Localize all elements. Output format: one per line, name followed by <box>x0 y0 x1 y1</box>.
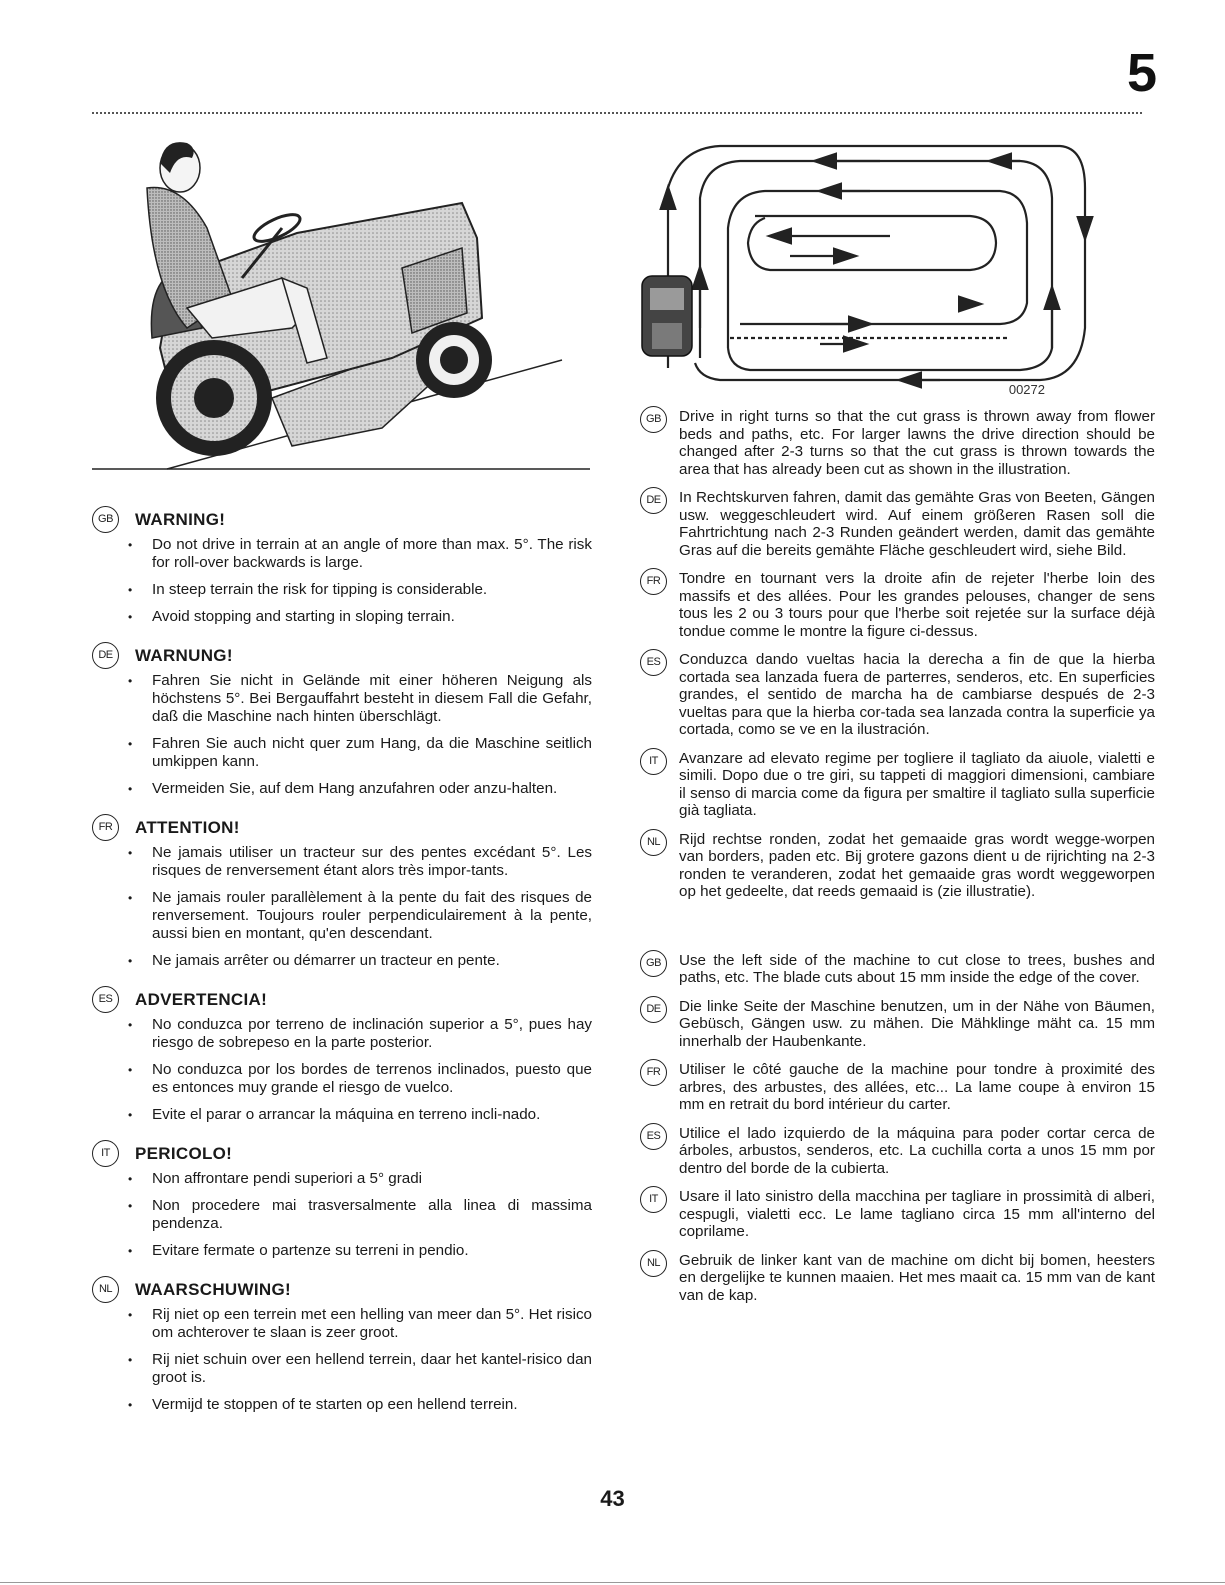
mowing-direction-instructions <box>640 408 1155 901</box>
warning-list-es <box>92 1016 592 1124</box>
paragraph-text: Avanzare ad elevato regime per togliere il tagliato da aiuole, vialetti e simili. Dopo due o tre giri, su tappeti di maggiori dimensioni, cambiare il senso di marcia come da figura per smaltire il tagliato sulla superficie già tagliata. <box>679 749 1155 819</box>
warning-item: • Evite el parar o arrancar la máquina en terreno incli-nado. <box>128 1106 592 1124</box>
warning-block-fr <box>92 814 592 970</box>
warning-item: • Rij niet op een terrein met een helling van meer dan 5°. Het risico om achterover te slaan is zeer groot. <box>128 1306 592 1342</box>
language-badge-gb: GB <box>640 950 667 977</box>
language-badge-it: IT <box>640 1186 667 1213</box>
warning-block-nl <box>92 1276 592 1414</box>
language-badge-nl: NL <box>640 1250 667 1277</box>
warning-item: • Evitare fermate o partenze su terreni in pendio. <box>128 1242 592 1260</box>
paragraph-text: Utilice el lado izquierdo de la máquina para poder cortar cerca de árboles, arbustos, senderos, etc. La cuchilla corta a unos 15 mm por dentro del borde de la cubierta. <box>679 1124 1155 1177</box>
warning-list-de <box>92 672 592 798</box>
warning-item: • Do not drive in terrain at an angle of more than max. 5°. The risk for roll-over backwards is large. <box>128 536 592 572</box>
warning-title-fr: ATTENTION! <box>135 817 240 837</box>
warning-title-de: WARNUNG! <box>135 645 233 665</box>
chapter-number: 5 <box>1126 43 1157 103</box>
warning-list-nl <box>92 1306 592 1414</box>
paragraph-text: Die linke Seite der Maschine benutzen, um in der Nähe von Bäumen, Gebüsch, Gängen usw. zu mähen. Die Mähklinge mäht ca. 15 mm innerhalb der Haubenkante. <box>679 997 1155 1050</box>
tractor-on-slope-image <box>92 128 592 478</box>
warning-title-gb: WARNING! <box>135 509 226 529</box>
warning-item: • Ne jamais arrêter ou démarrer un tracteur en pente. <box>128 952 592 970</box>
paragraph-gb <box>640 952 1155 987</box>
mowing-pattern-illustration <box>640 128 1155 408</box>
paragraph-text: Gebruik de linker kant van de machine om dicht bij bomen, heesters en dergelijke te kunnen maaien. Het mes maait ca. 15 mm van de kant van de kap. <box>679 1251 1155 1304</box>
right-column <box>640 128 1155 1315</box>
warning-item: • In steep terrain the risk for tipping is considerable. <box>128 581 592 599</box>
left-column <box>92 128 592 1430</box>
paragraph-text: Tondre en tournant vers la droite afin de rejeter l'herbe loin des massifs et des allées. Pour les grandes pelouses, changer de sens tous les 2 ou 3 tours pour que l'herbe soit rejetée sur la surface déjà tondue comme le montre la figure ci-dessus. <box>679 570 1155 640</box>
warning-title-nl: WAARSCHUWING! <box>135 1279 291 1299</box>
warning-item: • Vermeiden Sie, auf dem Hang anzufahren oder anzu-halten. <box>128 780 592 798</box>
header-rule <box>92 112 1142 114</box>
paragraph-de <box>640 998 1155 1051</box>
paragraph-text: Usare il lato sinistro della macchina per tagliare in prossimità di alberi, cespugli, vialetti ecc. Le lame tagliano circa 15 mm all'interno del coprilame. <box>679 1188 1155 1240</box>
warning-item: • Avoid stopping and starting in sloping terrain. <box>128 608 592 626</box>
paragraph-text: Utiliser le côté gauche de la machine pour tondre à proximité des arbres, des arbustes, des allées, etc... La lame coupe à environ 15 mm en retrait du bord intérieur du carter. <box>679 1061 1155 1113</box>
warning-block-es <box>92 986 592 1124</box>
tractor-slope-illustration <box>92 128 592 478</box>
language-badge-es: ES <box>640 649 667 676</box>
paragraph-nl <box>640 1252 1155 1305</box>
warning-block-it <box>92 1140 592 1260</box>
paragraph-gb <box>640 408 1155 478</box>
warning-item: • Vermijd te stoppen of te starten op een hellend terrein. <box>128 1396 592 1414</box>
paragraph-fr <box>640 1061 1155 1114</box>
mowing-path-diagram <box>640 128 1155 408</box>
paragraph-it <box>640 750 1155 820</box>
paragraph-text: In Rechtskurven fahren, damit das gemähte Gras von Beeten, Gängen usw. weggeschleudert wird. Auf einem größeren Rasen soll die Fahrtrichtung nach 2-3 Runden geändert werden, damit das gemähte Gras auf die bereits gemähte Fläche geschleudert wird, siehe Bild. <box>679 489 1155 559</box>
language-badge-fr: FR <box>640 568 667 595</box>
paragraph-text: Use the left side of the machine to cut close to trees, bushes and paths, etc. The blade cuts about 15 mm inside the edge of the cover. <box>679 951 1155 986</box>
paragraph-text: Rijd rechtse ronden, zodat het gemaaide gras wordt wegge-worpen van borders, paden etc. Bij grotere gazons dient u de rijrichting na 2-3 ronden te veranderen, zodat het gemaaide gras wordt weggeworpen op het gedeelte, dat reeds gemaaid is (zie illustratie). <box>679 830 1155 900</box>
warning-item: • Ne jamais utiliser un tracteur sur des pentes excédant 5°. Les risques de renversement étant alors très impor-tants. <box>128 844 592 880</box>
warning-item: • Rij niet schuin over een hellend terrein, daar het kantel-risico dan groot is. <box>128 1351 592 1387</box>
page-number: 43 <box>600 1486 625 1511</box>
cutting-edge-instructions <box>640 952 1155 1305</box>
warning-block-de <box>92 642 592 798</box>
warning-block-gb <box>92 506 592 626</box>
warning-item: • Fahren Sie nicht in Gelände mit einer höheren Neigung als höchstens 5°. Bei Bergauffahrt besteht in diesem Fall die Gefahr, daß die Maschine nach hinten überschlägt. <box>128 672 592 726</box>
language-badge-fr: FR <box>640 1059 667 1086</box>
figure-code: 00272 <box>1008 382 1045 397</box>
warning-list-fr <box>92 844 592 970</box>
language-badge-de: DE <box>640 996 667 1023</box>
warning-item: • Fahren Sie auch nicht quer zum Hang, da die Maschine seitlich umkippen kann. <box>128 735 592 771</box>
warning-item: • No conduzca por terreno de inclinación superior a 5°, pues hay riesgo de sobrepeso en la parte posterior. <box>128 1016 592 1052</box>
language-badge-it: IT <box>640 748 667 775</box>
warning-item: • Ne jamais rouler parallèlement à la pente du fait des risques de renversement. Toujours rouler perpendiculairement à la pente, aussi bien en montant, qu'en descendant. <box>128 889 592 943</box>
language-badge-nl: NL <box>92 1276 119 1303</box>
paragraph-text: Conduzca dando vueltas hacia la derecha a fin de que la hierba cortada sea lanzada fuera de parterres, senderos, etc. En superficies grandes, el sentido de marcha ha de cambiarse después de 2-3 vueltas para que la hierba cor-tada sea lanzada contra la superficie ya cortada, como se ve en la ilustración. <box>679 651 1155 738</box>
paragraph-de <box>640 489 1155 559</box>
paragraph-it <box>640 1188 1155 1241</box>
paragraph-text: Drive in right turns so that the cut grass is thrown away from flower beds and paths, etc. For larger lawns the drive direction should be changed after 2-3 turns so that the cut grass is thrown towards the area that has already been cut as shown in the illustration. <box>679 408 1155 478</box>
warning-item: • No conduzca por los bordes de terrenos inclinados, puesto que es entonces muy grande el riesgo de vuelco. <box>128 1061 592 1097</box>
footer-rule <box>0 1582 1225 1583</box>
paragraph-es <box>640 1125 1155 1178</box>
warning-title-es: ADVERTENCIA! <box>135 989 268 1009</box>
warning-list-it <box>92 1170 592 1260</box>
warning-item: • Non procedere mai trasversalmente alla linea di massima pendenza. <box>128 1197 592 1233</box>
language-badge-gb: GB <box>640 406 667 433</box>
warning-title-it: PERICOLO! <box>135 1143 233 1163</box>
language-badge-es: ES <box>92 986 119 1013</box>
language-badge-nl: NL <box>640 829 667 856</box>
language-badge-it: IT <box>92 1140 119 1167</box>
language-badge-fr: FR <box>92 814 119 841</box>
language-badge-es: ES <box>640 1123 667 1150</box>
language-badge-de: DE <box>92 642 119 669</box>
warning-list-gb <box>92 536 592 626</box>
language-badge-de: DE <box>640 487 667 514</box>
paragraph-nl <box>640 831 1155 901</box>
paragraph-fr <box>640 570 1155 640</box>
language-badge-gb: GB <box>92 506 119 533</box>
paragraph-es <box>640 651 1155 739</box>
tractor-icon <box>642 276 692 356</box>
warning-item: • Non affrontare pendi superiori a 5° gradi <box>128 1170 592 1188</box>
